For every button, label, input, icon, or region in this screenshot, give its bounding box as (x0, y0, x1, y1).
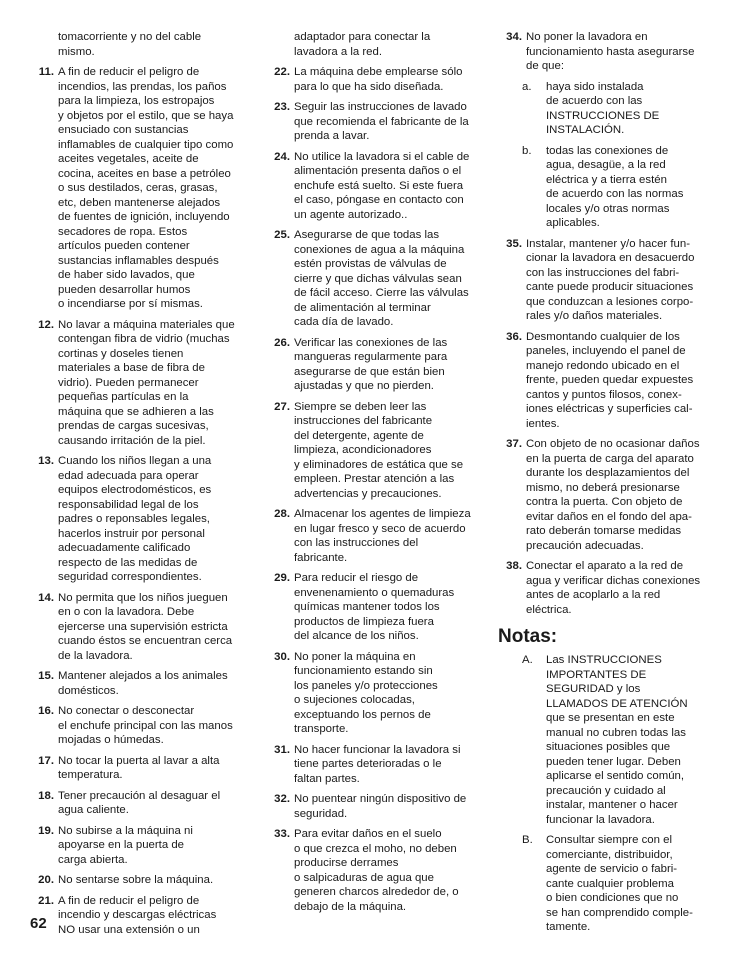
item-number: 15. (38, 670, 54, 682)
item-text: No conectar o desconectar el enchufe principal con las manos mojadas o húmedas. (58, 705, 233, 746)
list-item (30, 591, 242, 664)
item-number: 37. (506, 438, 522, 450)
note-item (498, 653, 710, 827)
item-number: 31. (274, 743, 290, 756)
item-text: A fin de reducir el peligro de incendio y descargas eléctricas NO usar una extensión o un (58, 894, 217, 936)
list-item (498, 237, 710, 324)
item-number: 22. (274, 66, 290, 78)
item-text: Seguir las instrucciones de lavado que recomienda el fabricante de la prenda a lavar. (294, 101, 469, 142)
item-number: 27. (274, 400, 290, 413)
item-number: 18. (38, 789, 54, 802)
item-text: Asegurarse de que todas las conexiones de agua a la máquina estén provistas de válvulas de cierre y que dichas válvulas sean de fácil acceso. Cierre las válvulas de alimentación al terminar cada día de lavado. (294, 229, 469, 328)
item-number: 29. (274, 572, 290, 584)
list-item (266, 228, 478, 330)
list-item (30, 824, 242, 868)
item-number: 13. (38, 455, 54, 467)
notes-heading: Notas: (498, 626, 558, 647)
sub-item (498, 144, 710, 231)
continued-text: tomacorriente y no del cable mismo. (58, 31, 202, 58)
column-3 (498, 30, 710, 941)
item-number: 30. (274, 650, 290, 663)
item-text: Para evitar daños en el suelo o que crezca el moho, no deben producirse derrames o salpicaduras de agua que generen charcos alrededor de, o debajo de la máquina. (294, 828, 459, 913)
item-number: 36. (506, 330, 522, 343)
list-item (266, 400, 478, 502)
item-number: 11. (38, 66, 54, 78)
item-text: Verificar las conexiones de las mangueras regularmente para asegurarse de que están bien ajustadas y que no pierden. (294, 336, 448, 392)
notes-list (498, 653, 710, 935)
item-text: No poner la máquina en funcionamiento estando sin los paneles y/o protecciones o sujeciones colocadas, exceptuando los pernos de transporte. (294, 650, 438, 735)
item-text: No subirse a la máquina ni apoyarse en la puerta de carga abierta. (58, 824, 193, 866)
item-text: No sentarse sobre la máquina. (58, 874, 214, 886)
list-item (266, 792, 478, 821)
item-text: Para reducir el riesgo de envenenamiento o quemaduras químicas mantener todos los productos de limpieza fuera del alcance de los niños. (294, 572, 455, 642)
item-text: Siempre se deben leer las instrucciones del fabricante del detergente, agente de limpieza, acondicionadores y eliminadores de estática que se empleen. Prestar atención a las advertencias y precauciones. (294, 400, 464, 500)
item-text: Conectar el aparato a la red de agua y verificar dichas conexiones antes de acoplarlo a la red eléctrica. (526, 560, 701, 616)
sub-item (498, 80, 710, 138)
item-label: b. (522, 144, 532, 157)
item-number: 19. (38, 824, 54, 837)
item-text: No hacer funcionar la lavadora si tiene partes deterioradas o le faltan partes. (294, 743, 461, 785)
list-item (498, 437, 710, 553)
item-number: 34. (506, 31, 522, 43)
item-label: a. (522, 80, 532, 93)
list-item (30, 704, 242, 748)
item-text: Desmontando cualquier de los paneles, incluyendo el panel de manejo redondo ubicado en el frente, pueden quedar expuestes cantos y puntos filosos, conex- iones eléctricas y superficies cal- ientes. (526, 330, 694, 430)
item-text: Tener precaución al desaguar el agua caliente. (58, 789, 221, 816)
page-number: 62 (30, 915, 47, 932)
item-text: No puentear ningún dispositivo de seguridad. (294, 793, 467, 820)
list-item (30, 318, 242, 449)
item-number: 14. (38, 591, 54, 604)
continued-text: adaptador para conectar la lavadora a la red. (294, 31, 431, 58)
list-item (30, 754, 242, 783)
item-number: 25. (274, 229, 290, 241)
item-text: La máquina debe emplearse sólo para lo que ha sido diseñada. (294, 66, 463, 93)
list-item (266, 150, 478, 223)
item-text: Con objeto de no ocasionar daños en la puerta de carga del aparato durante los desplazamientos del mismo, no deberá presionarse contra la puerta. Con objeto de evitar daños en el fondo del apa- rato deberán tomarse medidas precaución adecuadas. (526, 438, 700, 552)
item-number: 20. (38, 874, 54, 886)
list-item (266, 650, 478, 737)
list-item (30, 789, 242, 818)
item-number: 38. (506, 560, 522, 572)
list-item (266, 743, 478, 787)
item-text: No lavar a máquina materiales que contengan fibra de vidrio (muchas cortinas y doseles tienen materiales a base de fibra de vidrio). Pueden permanecer pequeñas partículas en la máquina que se adhieren a las prendas de cargas sucesivas, causando irritación de la piel. (58, 318, 235, 447)
sub-item-list (498, 80, 710, 231)
note-item (498, 833, 710, 935)
item-number: 17. (38, 754, 54, 767)
item-text: Almacenar los agentes de limpieza en lugar fresco y seco de acuerdo con las instrucciones del fabricante. (294, 508, 471, 564)
item-number: 12. (38, 318, 54, 331)
item-number: 32. (274, 793, 290, 805)
list-item (498, 330, 710, 432)
list-item-34 (498, 30, 710, 74)
list-item (266, 336, 478, 394)
item-text: Consultar siempre con el comerciante, distribuidor, agente de servicio o fabri- cante cualquier problema o bien condiciones que no se han comprendido comple- tamente. (546, 834, 693, 933)
item-list (266, 65, 478, 914)
item-text: No utilice la lavadora si el cable de alimentación presenta daños o el enchufe está suelto. Si este fuera el caso, póngase en contacto con un agente autorizado.. (294, 150, 470, 221)
item-text: Las INSTRUCCIONES IMPORTANTES DE SEGURIDAD y los LLAMADOS DE ATENCIÓN que se presentan en este manual no cubren todas las situaciones posibles que pueden tener lugar. Deben aplicarse el sentido común, precaución y cuidado al instalar, mantener o hacer funcionar la lavadora. (546, 654, 688, 826)
item-number: 24. (274, 150, 290, 163)
list-item (30, 669, 242, 698)
item-number: 28. (274, 508, 290, 520)
item-number: 33. (274, 828, 290, 840)
column-2 (266, 30, 478, 920)
item-text: Cuando los niños llegan a una edad adecuada para operar equipos electrodomésticos, es responsabilidad legal de los padres o reponsables legales, hacerlos instruir por personal adecuadamente calificado respecto de las medidas de seguridad correspondientes. (58, 455, 212, 583)
item-text: haya sido instalada de acuerdo con las INSTRUCCIONES DE INSTALACIÓN. (546, 80, 660, 136)
item-list (498, 237, 710, 618)
list-item (30, 873, 242, 888)
item-number: 23. (274, 101, 290, 113)
list-item (266, 65, 478, 94)
item-label: A. (522, 654, 533, 666)
column-1 (30, 30, 242, 943)
item-text: todas las conexiones de agua, desagüe, a la red eléctrica y a tierra estén de acuerdo con las normas locales y/o otras normas aplicables. (546, 144, 684, 229)
list-item (498, 559, 710, 617)
item-text: No poner la lavadora en funcionamiento hasta asegurarse de que: (526, 31, 695, 72)
list-item (30, 894, 242, 938)
item-text: No tocar la puerta al lavar a alta temperatura. (58, 754, 220, 781)
list-item (266, 507, 478, 565)
item-text: Instalar, mantener y/o hacer fun- cionar la lavadora en desacuerdo con las instrucciones del fabri- cante puede producir situaciones que conduzcan a lesiones corpo- rales y/o daños materiales. (526, 237, 695, 322)
list-item (266, 827, 478, 914)
item-text: A fin de reducir el peligro de incendios, las prendas, los paños para la limpieza, los estropajos y objetos por el estilo, que se haya ensuciado con sustancias inflamables de cualquier tipo como aceites vegetales, aceite de cocina, aceites en base a petróleo o sus destilados, ceras, grasas, etc, deben mantenerse alejados de fuentes de ignición, incluyendo secadores de ropa. Estos artículos pueden contener sustancias inflamables después de haber sido lavados, que pueden desarrollar humos o incendiarse por sí mismas. (58, 66, 234, 310)
item-list (30, 65, 242, 937)
item-text: No permita que los niños jueguen en o con la lavadora. Debe ejercerse una supervisión estricta cuando éstos se encuentran cerca de la lavadora. (58, 591, 233, 662)
item-text: Mantener alejados a los animales domésticos. (58, 670, 228, 697)
item-label: B. (522, 834, 533, 846)
list-item (30, 65, 242, 312)
item-number: 21. (38, 894, 54, 907)
item-number: 16. (38, 705, 54, 717)
list-item (266, 571, 478, 644)
list-item (266, 100, 478, 144)
item-number: 26. (274, 336, 290, 349)
list-item (30, 454, 242, 585)
item-number: 35. (506, 237, 522, 250)
